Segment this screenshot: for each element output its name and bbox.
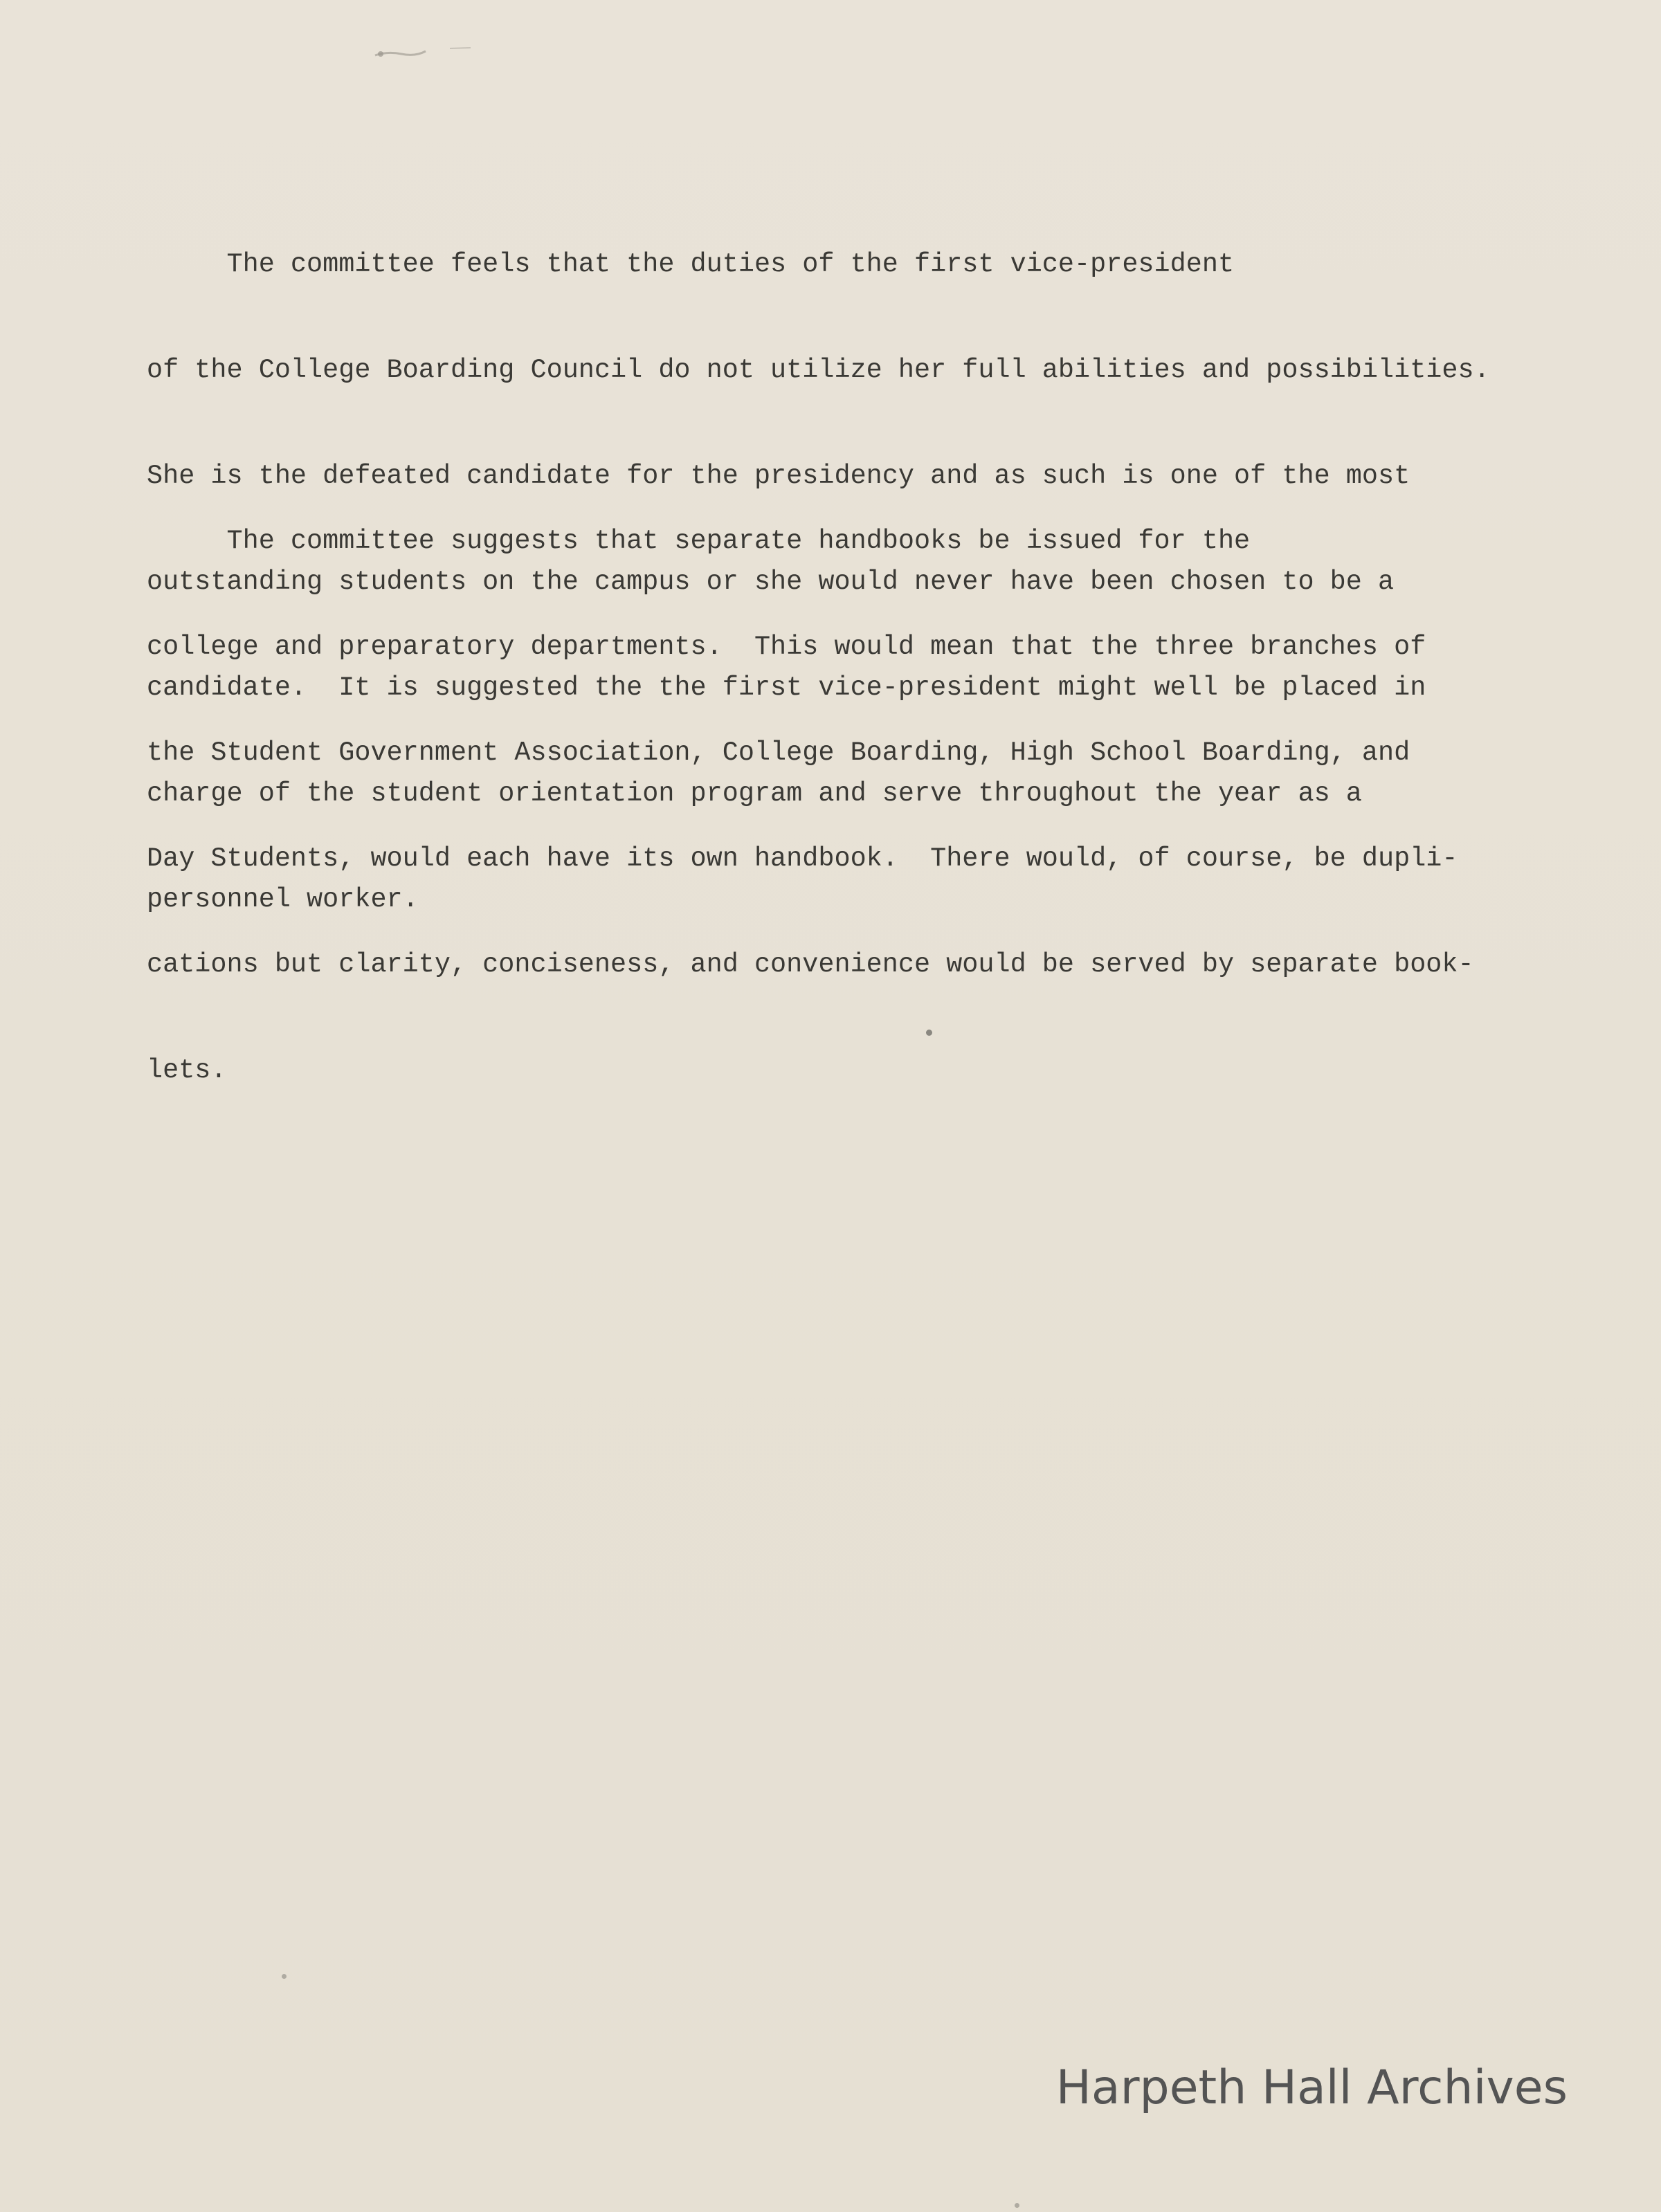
paragraph-separate-handbooks [147, 453, 1586, 1159]
text-line: college and preparatory departments. This would mean that the three branches of [147, 632, 1426, 662]
paper-speck [926, 1030, 932, 1036]
text-line: personnel worker. [147, 884, 419, 915]
text-line: the Student Government Association, College Boarding, High School Boarding, and [147, 738, 1410, 768]
paper-speck [1015, 2203, 1019, 2208]
text-line: The committee suggests that separate handbooks be issued for the [147, 526, 1251, 556]
text-line: Day Students, would each have its own handbook. There would, of course, be dupli- [147, 843, 1458, 874]
text-line: She is the defeated candidate for the presidency and as such is one of the most [147, 461, 1410, 491]
paper-speck [282, 1974, 287, 1979]
text-line: charge of the student orientation program and serve throughout the year as a [147, 778, 1362, 809]
text-line: candidate. It is suggested the the first vice-president might well be placed in [147, 673, 1426, 703]
text-line: The committee feels that the duties of the first vice-president [147, 249, 1235, 280]
text-line: outstanding students on the campus or she would never have been chosen to be a [147, 567, 1395, 597]
paper-smudge [374, 43, 478, 64]
text-line: cations but clarity, conciseness, and convenience would be served by separate book- [147, 949, 1474, 980]
text-line: of the College Boarding Council do not utilize her full abilities and possibilities. [147, 355, 1490, 385]
archive-watermark: Harpeth Hall Archives [1055, 2060, 1568, 2115]
text-line: lets. [147, 1055, 227, 1086]
